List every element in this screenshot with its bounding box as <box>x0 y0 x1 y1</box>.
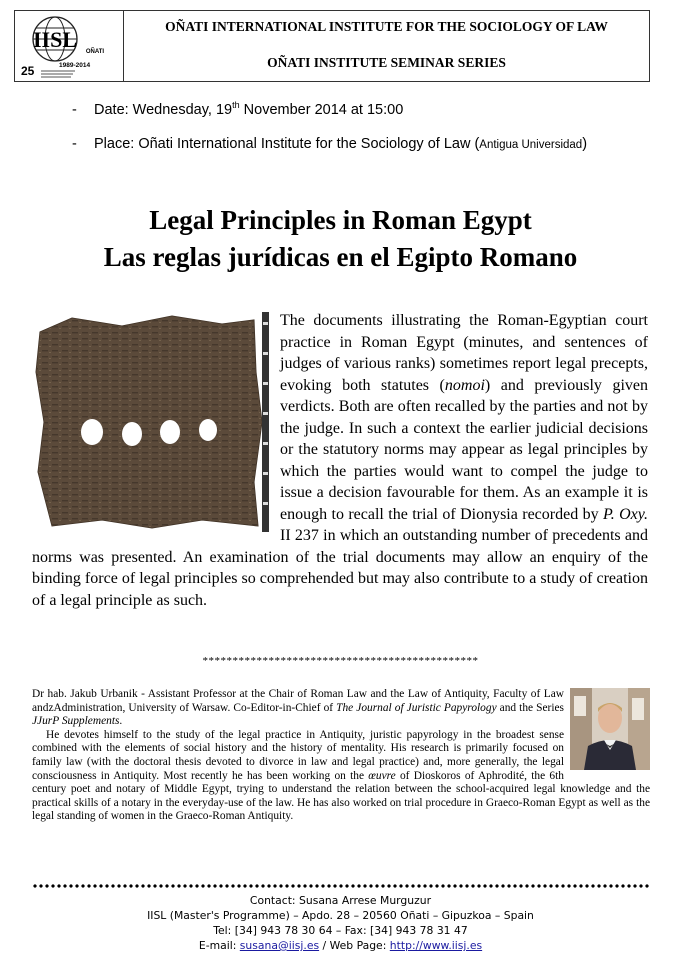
logo-place: OÑATI <box>85 49 105 55</box>
abstract-part-1: The documents illustrating the Roman-Egyptian court practice in Roman Egypt (minutes, and sentences of judges of various ranks) sometimes report legal precepts, evoking both statutes ( <box>280 312 648 394</box>
title-english: Legal Principles in Roman Egypt <box>149 205 532 235</box>
bio-journal: The Journal of Juristic Papyrology <box>336 701 497 714</box>
abstract-part-3: II 237 in which an outstanding number of precedents and norms was presented. An examination of the trial documents may allow an enquiry of the binding force of legal principles so comprehended but may also contribute to a study of creation of a legal principle as such. <box>32 527 648 609</box>
email-link[interactable]: susana@iisj.es <box>239 939 320 952</box>
bio-paragraph-1: Dr hab. Jakub Urbanik - Assistant Professor at the Chair of Roman Law and the Law of Antiquity, Faculty of Law andzAdministration, University of Warsaw. Co-Editor-in-Chief of The Journal of Juristic Papyrology and the Series JJurP Supplements. <box>32 688 564 728</box>
logo-years: 1989-2014 <box>59 62 91 69</box>
web-link[interactable]: http://www.iisj.es <box>389 939 483 952</box>
abstract-part-2: ) and previously given verdicts. Both are often recalled by the parties and not by the judge. In such a context the earlier judicial decisions or the statutory norms may appear as legal principles by which the parties would want to compel the judge to issue a decision favourable for them. As an example it is enough to recall the trial of Dionysia recorded by <box>280 376 648 523</box>
header-text <box>124 11 649 81</box>
footer-links: E-mail: susana@iisj.es / Web Page: http://www.iisj.es <box>198 939 483 952</box>
event-place: - Place: Oñati International Institute for the Sociology of Law (Antigua Universidad) <box>72 136 588 152</box>
separator-stars: ********************************************** <box>202 655 479 667</box>
footer-contact: Contact: Susana Arrese Murguzur <box>249 894 432 907</box>
papyrus-image <box>32 312 270 532</box>
place-suffix: ) <box>582 136 588 152</box>
date-suffix: November 2014 at 15:00 <box>239 101 404 118</box>
speaker-photo <box>570 688 650 770</box>
footer-phone: Tel: [34] 943 78 30 64 – Fax: [34] 943 78 31 47 <box>213 924 468 937</box>
footer <box>0 893 681 953</box>
bio-oeuvre: œuvre <box>368 769 396 782</box>
institute-name: OÑATI INTERNATIONAL INSTITUTE FOR THE SOCIOLOGY OF LAW <box>165 19 608 34</box>
abstract-poxy: P. Oxy. <box>603 505 648 523</box>
date-sup: th <box>232 100 240 110</box>
place-prefix: Place: Oñati International Institute for the Sociology of Law ( <box>94 136 480 152</box>
title-spanish: Las reglas jurídicas en el Egipto Romano <box>103 242 578 272</box>
date-prefix: Date: Wednesday, 19 <box>94 101 233 118</box>
iisl-logo <box>15 11 124 81</box>
speaker-bio <box>32 688 650 824</box>
seminar-series: OÑATI INSTITUTE SEMINAR SERIES <box>267 55 506 70</box>
bio-series: JJurP Supplements <box>32 715 120 728</box>
footer-address: IISL (Master's Programme) – Apdo. 28 – 20560 Oñati – Gipuzkoa – Spain <box>147 909 534 922</box>
abstract-nomoi: nomoi <box>444 376 485 394</box>
logo-text: IISL <box>32 27 78 52</box>
logo-anniversary: 25 <box>21 64 35 78</box>
footer-dotted-rule <box>32 883 650 889</box>
place-small: Antigua Universidad <box>479 139 583 151</box>
header-box <box>14 10 650 82</box>
event-date: - Date: Wednesday, 19th November 2014 at 15:00 <box>72 100 404 118</box>
abstract <box>32 310 648 611</box>
bio-paragraph-2: He devotes himself to the study of the legal practice in Antiquity, juristic papyrology in the broadest sense combined with the elements of social history and the history of mentality. His research is primarily focused on family law (with the doctoral thesis devoted to divorce in law and legal practice) and, more generally, the legal consciousness in Antiquity. Most recently he has been working on the œuvre of Dioskoros of Aphrodité, the 6th century poet and notary of Middle Egypt, trying to understand the relation between the school-acquired legal knowledge and the practical skills of a notary in the everyday-use of the law. He has also worked on trial procedure in Graeco-Roman Egypt as well as the legal standing of women in the Graeco-Roman Antiquity. <box>32 728 650 823</box>
